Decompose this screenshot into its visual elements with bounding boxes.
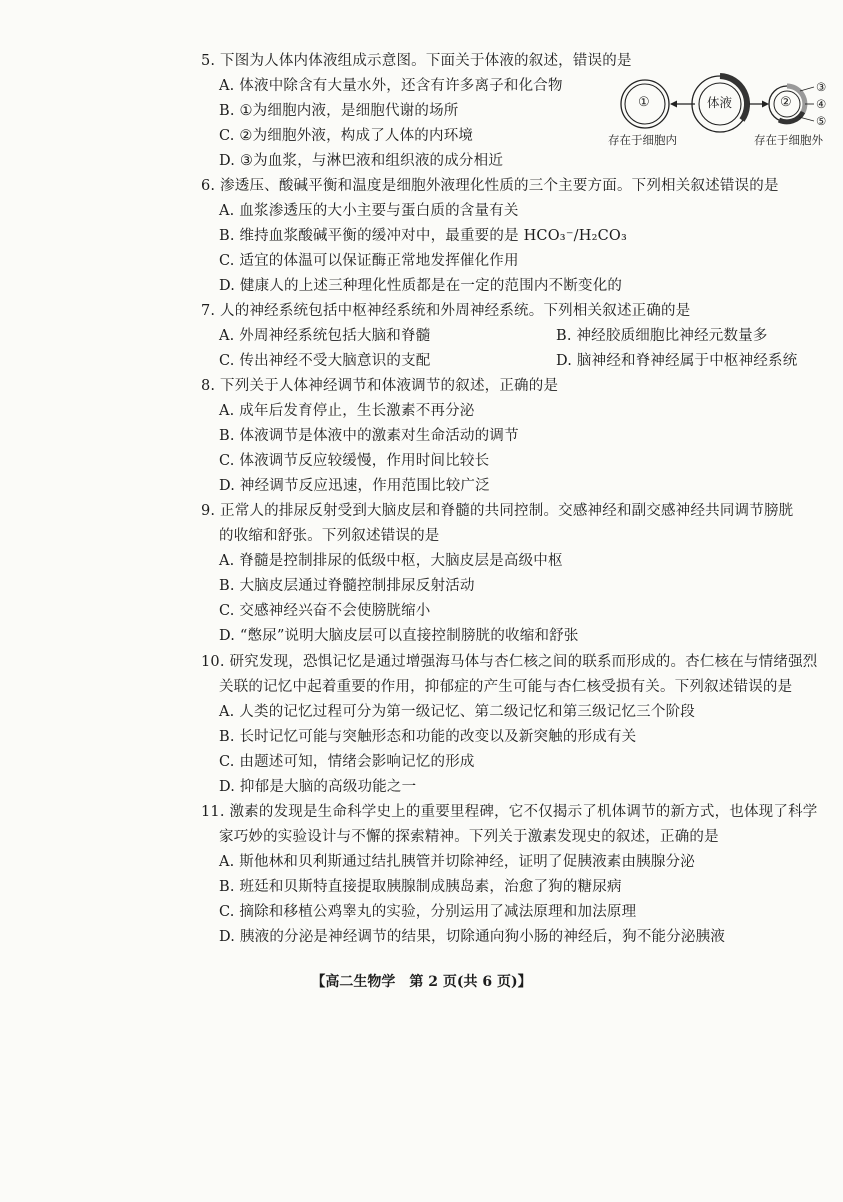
q9-stem-line-1: 9. 正常人的排尿反射受到大脑皮层和脊髓的共同控制。交感神经和副交感神经共同调节膀胱 (201, 503, 794, 519)
q8-option-c: C. 体液调节反应较缓慢，作用时间比较长 (219, 453, 490, 469)
q10-option-a: A. 人类的记忆过程可分为第一级记忆、第二级记忆和第三级记忆三个阶段 (219, 704, 695, 720)
label-4: ④ (816, 97, 827, 111)
q10-stem-line-2: 关联的记忆中起着重要的作用，抑郁症的产生可能与杏仁核受损有关。下列叙述错误的是 (219, 679, 793, 695)
q5-option-d: D. ③为血浆，与淋巴液和组织液的成分相近 (219, 153, 504, 169)
q10-option-b: B. 长时记忆可能与突触形态和功能的改变以及新突触的形成有关 (219, 729, 637, 745)
arrow-head-left (670, 101, 677, 108)
q6-option-a: A. 血浆渗透压的大小主要与蛋白质的含量有关 (219, 203, 519, 219)
q10-option-d: D. 抑郁是大脑的高级功能之一 (219, 779, 417, 795)
leader-line-3 (800, 87, 814, 91)
q5-option-c: C. ②为细胞外液，构成了人体的内环境 (219, 128, 474, 144)
q7-stem: 7. 人的神经系统包括中枢神经系统和外周神经系统。下列相关叙述正确的是 (201, 303, 691, 319)
q10-option-c: C. 由题述可知，情绪会影响记忆的形成 (219, 754, 475, 770)
q6-option-d: D. 健康人的上述三种理化性质都是在一定的范围内不断变化的 (219, 278, 623, 294)
q5-option-b: B. ①为细胞内液，是细胞代谢的场所 (219, 103, 459, 119)
q8-option-b: B. 体液调节是体液中的激素对生命活动的调节 (219, 428, 519, 444)
arrow-head-right (762, 101, 769, 108)
leader-line-5 (799, 117, 814, 121)
q8-option-d: D. 神经调节反应迅速，作用范围比较广泛 (219, 478, 490, 494)
label-intracellular: 存在于细胞内 (608, 133, 677, 147)
q9-option-a: A. 脊髓是控制排尿的低级中枢，大脑皮层是高级中枢 (219, 553, 563, 569)
q9-option-d: D. “憋尿”说明大脑皮层可以直接控制膀胱的收缩和舒张 (219, 628, 579, 644)
q11-option-d: D. 胰液的分泌是神经调节的结果，切除通向狗小肠的神经后，狗不能分泌胰液 (219, 929, 726, 945)
q6-option-b: B. 维持血浆酸碱平衡的缓冲对中，最重要的是 HCO₃⁻/H₂CO₃ (219, 228, 628, 244)
page-footer: 【高二生物学 第 2 页(共 6 页)】 (311, 974, 532, 990)
q5-stem: 5. 下图为人体内体液组成示意图。下面关于体液的叙述，错误的是 (201, 53, 632, 69)
label-circle-1: ① (638, 95, 650, 110)
q7-option-c: C. 传出神经不受大脑意识的支配 (219, 353, 431, 369)
q9-stem-line-2: 的收缩和舒张。下列叙述错误的是 (219, 528, 440, 544)
q5-option-a: A. 体液中除含有大量水外，还含有许多离子和化合物 (219, 78, 563, 94)
q11-option-c: C. 摘除和移植公鸡睾丸的实验，分别运用了减法原理和加法原理 (219, 904, 637, 920)
q7-option-d: D. 脑神经和脊神经属于中枢神经系统 (556, 353, 798, 369)
q8-option-a: A. 成年后发育停止，生长激素不再分泌 (219, 403, 475, 419)
q9-option-b: B. 大脑皮层通过脊髓控制排尿反射活动 (219, 578, 475, 594)
q7-option-a: A. 外周神经系统包括大脑和脊髓 (219, 328, 431, 344)
q11-option-b: B. 班廷和贝斯特直接提取胰腺制成胰岛素，治愈了狗的糖尿病 (219, 879, 622, 895)
q8-stem: 8. 下列关于人体神经调节和体液调节的叙述，正确的是 (201, 378, 559, 394)
q11-stem-line-2: 家巧妙的实验设计与不懈的探索精神。下列关于激素发现史的叙述，正确的是 (219, 829, 719, 845)
label-5: ⑤ (816, 114, 827, 128)
q10-stem-line-1: 10. 研究发现，恐惧记忆是通过增强海马体与杏仁核之间的联系而形成的。杏仁核在与情绪强烈 (201, 654, 818, 670)
q11-option-a: A. 斯他林和贝利斯通过结扎胰管并切除神经，证明了促胰液素由胰腺分泌 (219, 854, 695, 870)
q6-stem: 6. 渗透压、酸碱平衡和温度是细胞外液理化性质的三个主要方面。下列相关叙述错误的是 (201, 178, 779, 194)
label-extracellular: 存在于细胞外 (754, 133, 823, 147)
label-circle-2: ② (780, 95, 792, 110)
q6-option-c: C. 适宜的体温可以保证酶正常地发挥催化作用 (219, 253, 519, 269)
q7-option-b: B. 神经胶质细胞比神经元数量多 (556, 328, 768, 344)
label-3: ③ (816, 80, 827, 94)
q11-stem-line-1: 11. 激素的发现是生命科学史上的重要里程碑，它不仅揭示了机体调节的新方式，也体现了科学 (201, 804, 818, 820)
q9-option-c: C. 交感神经兴奋不会使膀胱缩小 (219, 603, 431, 619)
body-fluid-diagram (604, 70, 836, 150)
label-body-fluid: 体液 (707, 95, 733, 110)
